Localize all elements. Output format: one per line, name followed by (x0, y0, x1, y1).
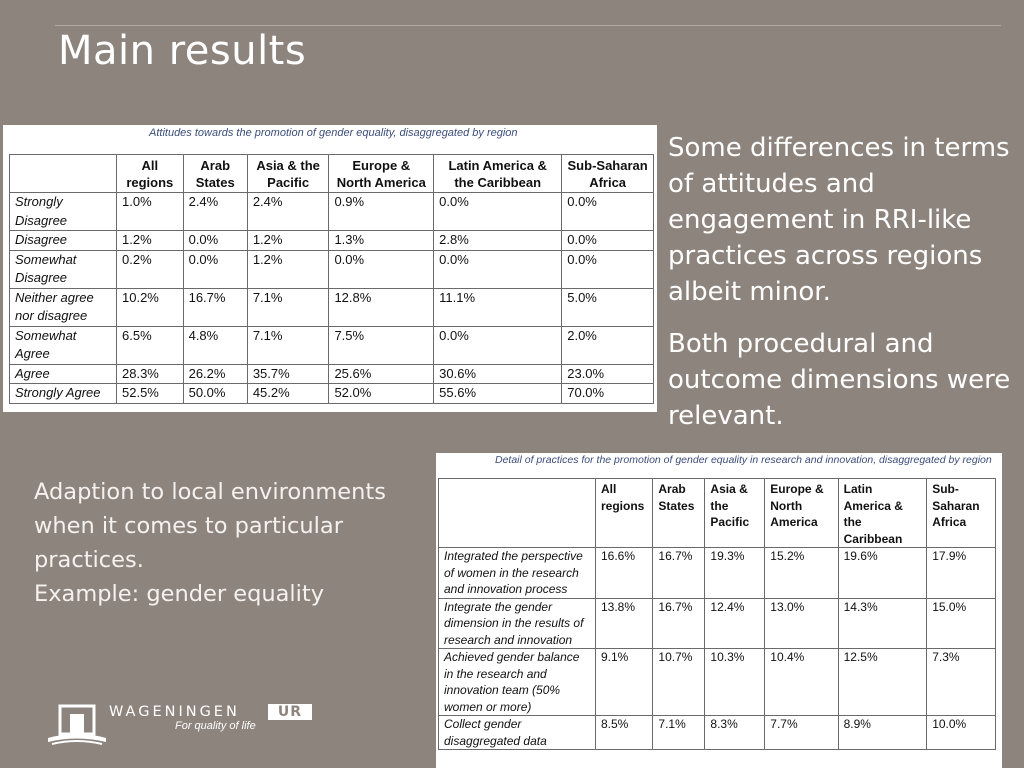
table-cell: 19.6% (838, 548, 927, 599)
table-row (10, 364, 654, 384)
attitudes-table (9, 154, 654, 404)
table-cell: 10.4% (765, 649, 838, 716)
table-cell: 52.0% (329, 384, 434, 404)
table-cell: 25.6% (329, 364, 434, 384)
table-cell: 10.0% (927, 716, 996, 750)
table-cell: 0.0% (183, 231, 247, 251)
table-header-row (10, 155, 654, 193)
attitudes-table-caption: Attitudes towards the promotion of gender equality, disaggregated by region (149, 127, 518, 139)
practices-table (438, 478, 996, 750)
table-cell: 6.5% (117, 326, 184, 364)
table-cell: 35.7% (247, 364, 329, 384)
table-cell: 0.0% (562, 250, 654, 288)
table-corner-cell (439, 479, 596, 548)
logo-ur-badge: UR (268, 704, 312, 720)
title-divider (55, 25, 1001, 26)
table-cell: 16.7% (183, 288, 247, 326)
row-label: Achieved gender balance in the research and innovation team (50% women or more) (439, 649, 596, 716)
column-header: Asia & the Pacific (705, 479, 765, 548)
column-header: Latin America & the Caribbean (434, 155, 562, 193)
table-cell: 13.0% (765, 598, 838, 649)
wageningen-logo-icon (46, 700, 108, 746)
adaption-line: when it comes to particular (34, 513, 343, 539)
table-row (10, 288, 654, 326)
row-label: Integrated the perspective of women in the research and innovation process (439, 548, 596, 599)
table-cell: 0.0% (562, 193, 654, 231)
table-row (439, 548, 996, 599)
table-cell: 2.0% (562, 326, 654, 364)
table-cell: 11.1% (434, 288, 562, 326)
table-cell: 1.0% (117, 193, 184, 231)
table-cell: 16.6% (596, 548, 653, 599)
table-corner-cell (10, 155, 117, 193)
table-row (10, 384, 654, 404)
table-cell: 16.7% (653, 598, 705, 649)
practices-table-caption: Detail of practices for the promotion of gender equality in research and innovation, disaggregated by region (495, 454, 992, 466)
logo-tagline: For quality of life (175, 720, 256, 732)
column-header: Sub-Saharan Africa (562, 155, 654, 193)
row-label: Somewhat Disagree (10, 250, 117, 288)
table-cell: 4.8% (183, 326, 247, 364)
table-cell: 8.3% (705, 716, 765, 750)
row-label: Disagree (10, 231, 117, 251)
table-cell: 15.0% (927, 598, 996, 649)
table-cell: 50.0% (183, 384, 247, 404)
table-cell: 0.0% (434, 193, 562, 231)
column-header: Latin America & the Caribbean (838, 479, 927, 548)
table-row (439, 716, 996, 750)
adaption-text (34, 475, 414, 611)
table-cell: 1.2% (247, 231, 329, 251)
table-cell: 12.4% (705, 598, 765, 649)
table-cell: 2.4% (183, 193, 247, 231)
table-cell: 28.3% (117, 364, 184, 384)
table-cell: 23.0% (562, 364, 654, 384)
row-label: Somewhat Agree (10, 326, 117, 364)
table-cell: 7.1% (247, 326, 329, 364)
table-row (10, 250, 654, 288)
table-cell: 0.0% (562, 231, 654, 251)
table-cell: 13.8% (596, 598, 653, 649)
table-cell: 2.8% (434, 231, 562, 251)
table-cell: 1.2% (247, 250, 329, 288)
table-cell: 9.1% (596, 649, 653, 716)
row-label: Strongly Disagree (10, 193, 117, 231)
table-row (10, 326, 654, 364)
table-cell: 1.3% (329, 231, 434, 251)
table-cell: 7.7% (765, 716, 838, 750)
adaption-line: practices. (34, 547, 144, 573)
table-row (10, 231, 654, 251)
column-header: Europe & North America (329, 155, 434, 193)
table-cell: 70.0% (562, 384, 654, 404)
table-cell: 0.0% (434, 326, 562, 364)
table-cell: 5.0% (562, 288, 654, 326)
attitudes-table-card (3, 125, 657, 412)
column-header: Sub-Saharan Africa (927, 479, 996, 548)
table-header-row (439, 479, 996, 548)
table-cell: 0.0% (434, 250, 562, 288)
table-cell: 19.3% (705, 548, 765, 599)
table-cell: 10.2% (117, 288, 184, 326)
table-cell: 7.1% (653, 716, 705, 750)
column-header: All regions (596, 479, 653, 548)
column-header: Arab States (183, 155, 247, 193)
column-header: Arab States (653, 479, 705, 548)
table-row (439, 598, 996, 649)
column-header: Asia & the Pacific (247, 155, 329, 193)
findings-paragraph: Both procedural and outcome dimensions were relevant. (668, 329, 1011, 431)
table-cell: 12.8% (329, 288, 434, 326)
table-cell: 7.5% (329, 326, 434, 364)
findings-text (668, 130, 1018, 450)
row-label: Strongly Agree (10, 384, 117, 404)
table-cell: 10.7% (653, 649, 705, 716)
column-header: Europe & North America (765, 479, 838, 548)
table-cell: 7.3% (927, 649, 996, 716)
table-cell: 26.2% (183, 364, 247, 384)
table-cell: 8.9% (838, 716, 927, 750)
table-cell: 0.0% (183, 250, 247, 288)
table-cell: 0.2% (117, 250, 184, 288)
table-cell: 15.2% (765, 548, 838, 599)
row-label: Neither agree nor disagree (10, 288, 117, 326)
row-label: Agree (10, 364, 117, 384)
table-cell: 1.2% (117, 231, 184, 251)
logo-wordmark: WAGENINGEN (109, 704, 240, 720)
row-label: Collect gender disaggregated data (439, 716, 596, 750)
table-cell: 0.0% (329, 250, 434, 288)
page-title: Main results (58, 28, 307, 74)
row-label: Integrate the gender dimension in the results of research and innovation (439, 598, 596, 649)
table-cell: 10.3% (705, 649, 765, 716)
adaption-line: Adaption to local environments (34, 479, 386, 505)
table-cell: 17.9% (927, 548, 996, 599)
adaption-line: Example: gender equality (34, 581, 325, 607)
table-cell: 16.7% (653, 548, 705, 599)
table-cell: 7.1% (247, 288, 329, 326)
column-header: All regions (117, 155, 184, 193)
table-cell: 52.5% (117, 384, 184, 404)
table-row (439, 649, 996, 716)
table-row (10, 193, 654, 231)
findings-paragraph: Some differences in terms of attitudes and engagement in RRI-like practices across regions albeit minor. (668, 133, 1010, 307)
table-cell: 30.6% (434, 364, 562, 384)
table-cell: 2.4% (247, 193, 329, 231)
table-cell: 45.2% (247, 384, 329, 404)
table-cell: 0.9% (329, 193, 434, 231)
table-cell: 55.6% (434, 384, 562, 404)
table-cell: 8.5% (596, 716, 653, 750)
table-cell: 14.3% (838, 598, 927, 649)
practices-table-card (436, 453, 1002, 768)
table-cell: 12.5% (838, 649, 927, 716)
